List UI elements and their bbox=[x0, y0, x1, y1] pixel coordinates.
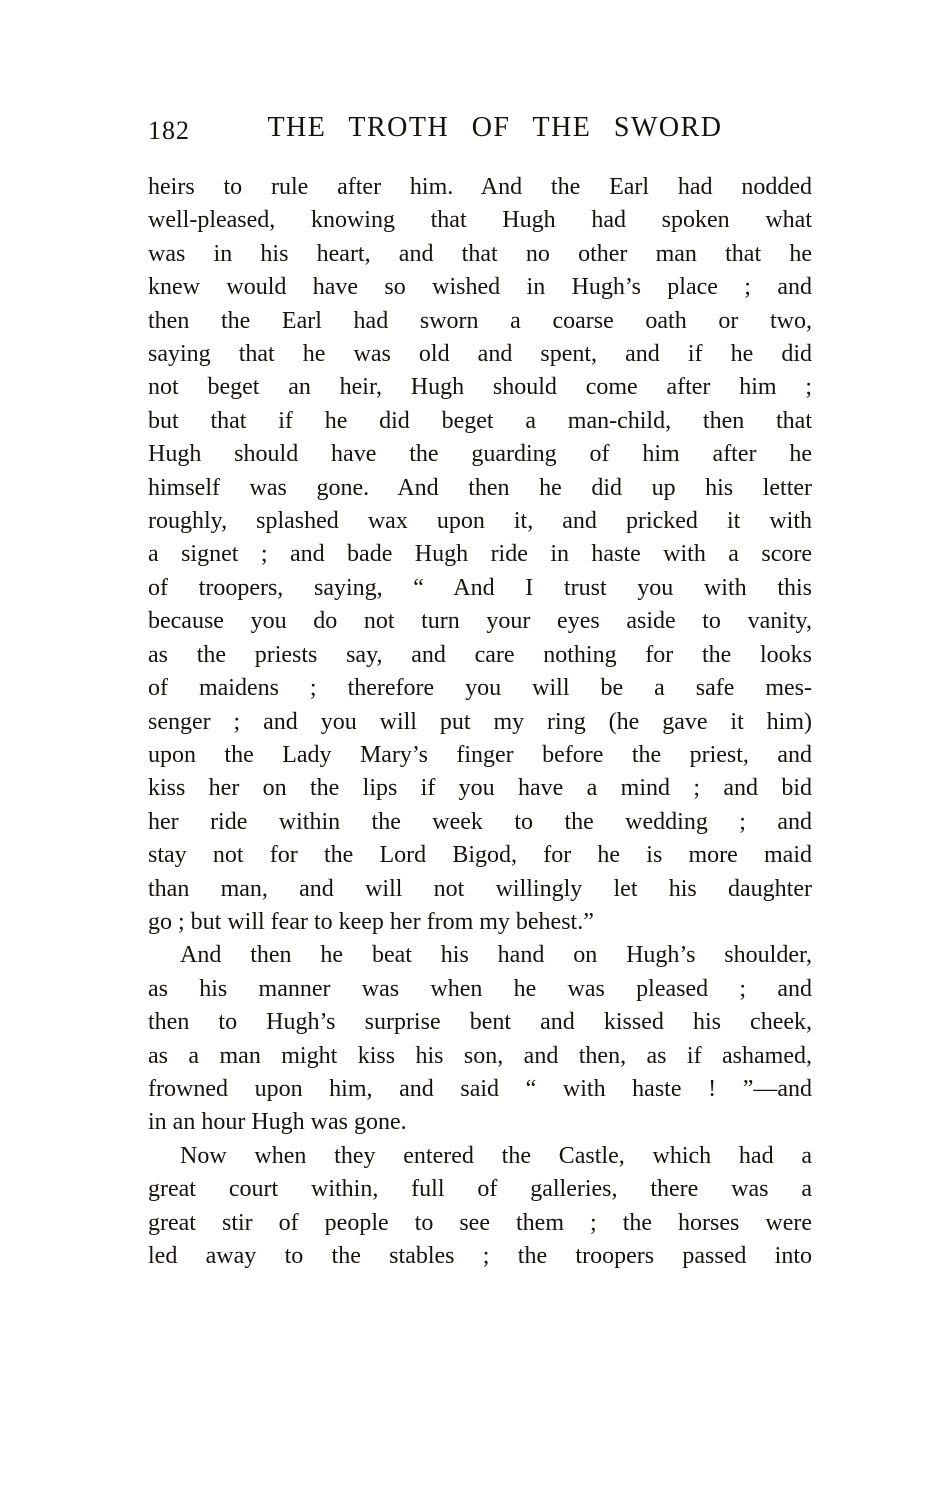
text-line: frowned upon him, and said “ with haste ! ”—and bbox=[148, 1075, 812, 1102]
text-line: kiss her on the lips if you have a mind ; and bid bbox=[148, 775, 812, 802]
text-line: Hugh should have the guarding of him after he bbox=[148, 441, 812, 468]
text-line: go ; but will fear to keep her from my behest.” bbox=[148, 908, 594, 935]
text-line: of maidens ; therefore you will be a safe mes- bbox=[148, 675, 812, 702]
text-line: in an hour Hugh was gone. bbox=[148, 1109, 407, 1136]
text-line: roughly, splashed wax upon it, and pricked it with bbox=[148, 508, 812, 535]
text-line: then to Hugh’s surprise bent and kissed his cheek, bbox=[148, 1009, 812, 1036]
text-line: himself was gone. And then he did up his letter bbox=[148, 474, 812, 501]
text-line: her ride within the week to the wedding ; and bbox=[148, 808, 812, 835]
text-line: senger ; and you will put my ring (he gave it him) bbox=[148, 708, 812, 735]
text-line: as his manner was when he was pleased ; and bbox=[148, 975, 812, 1002]
text-line: great court within, full of galleries, there was a bbox=[148, 1176, 812, 1203]
text-line: led away to the stables ; the troopers passed into bbox=[148, 1243, 812, 1269]
text-line: And then he beat his hand on Hugh’s shoulder, bbox=[180, 942, 812, 969]
text-line: saying that he was old and spent, and if he did bbox=[148, 341, 812, 368]
text-line: then the Earl had sworn a coarse oath or two, bbox=[148, 307, 812, 334]
text-line: of troopers, saying, “ And I trust you with this bbox=[148, 574, 812, 601]
text-line: knew would have so wished in Hugh’s place ; and bbox=[148, 274, 812, 301]
text-line: not beget an heir, Hugh should come after him ; bbox=[148, 374, 812, 401]
running-title: THE TROTH OF THE SWORD bbox=[267, 112, 723, 143]
text-line: great stir of people to see them ; the horses were bbox=[148, 1209, 812, 1236]
text-line: than man, and will not willingly let his daughter bbox=[148, 875, 812, 902]
text-line: as a man might kiss his son, and then, as if ashamed, bbox=[148, 1042, 812, 1069]
text-line: as the priests say, and care nothing for the looks bbox=[148, 641, 812, 668]
text-line: because you do not turn your eyes aside to vanity, bbox=[148, 608, 812, 635]
running-header bbox=[148, 112, 812, 148]
text-line: was in his heart, and that no other man that he bbox=[148, 240, 812, 267]
text-line: a signet ; and bade Hugh ride in haste with a score bbox=[148, 541, 812, 568]
text-line: Now when they entered the Castle, which had a bbox=[180, 1142, 812, 1169]
page-number: 182 bbox=[148, 116, 190, 145]
text-line: well-pleased, knowing that Hugh had spoken what bbox=[148, 207, 812, 234]
text-block bbox=[148, 171, 812, 1273]
text-line: stay not for the Lord Bigod, for he is more maid bbox=[148, 842, 812, 869]
text-line: upon the Lady Mary’s finger before the priest, and bbox=[148, 741, 812, 768]
text-line: but that if he did beget a man-child, then that bbox=[148, 407, 812, 434]
text-line: heirs to rule after him. And the Earl had nodded bbox=[148, 174, 812, 200]
